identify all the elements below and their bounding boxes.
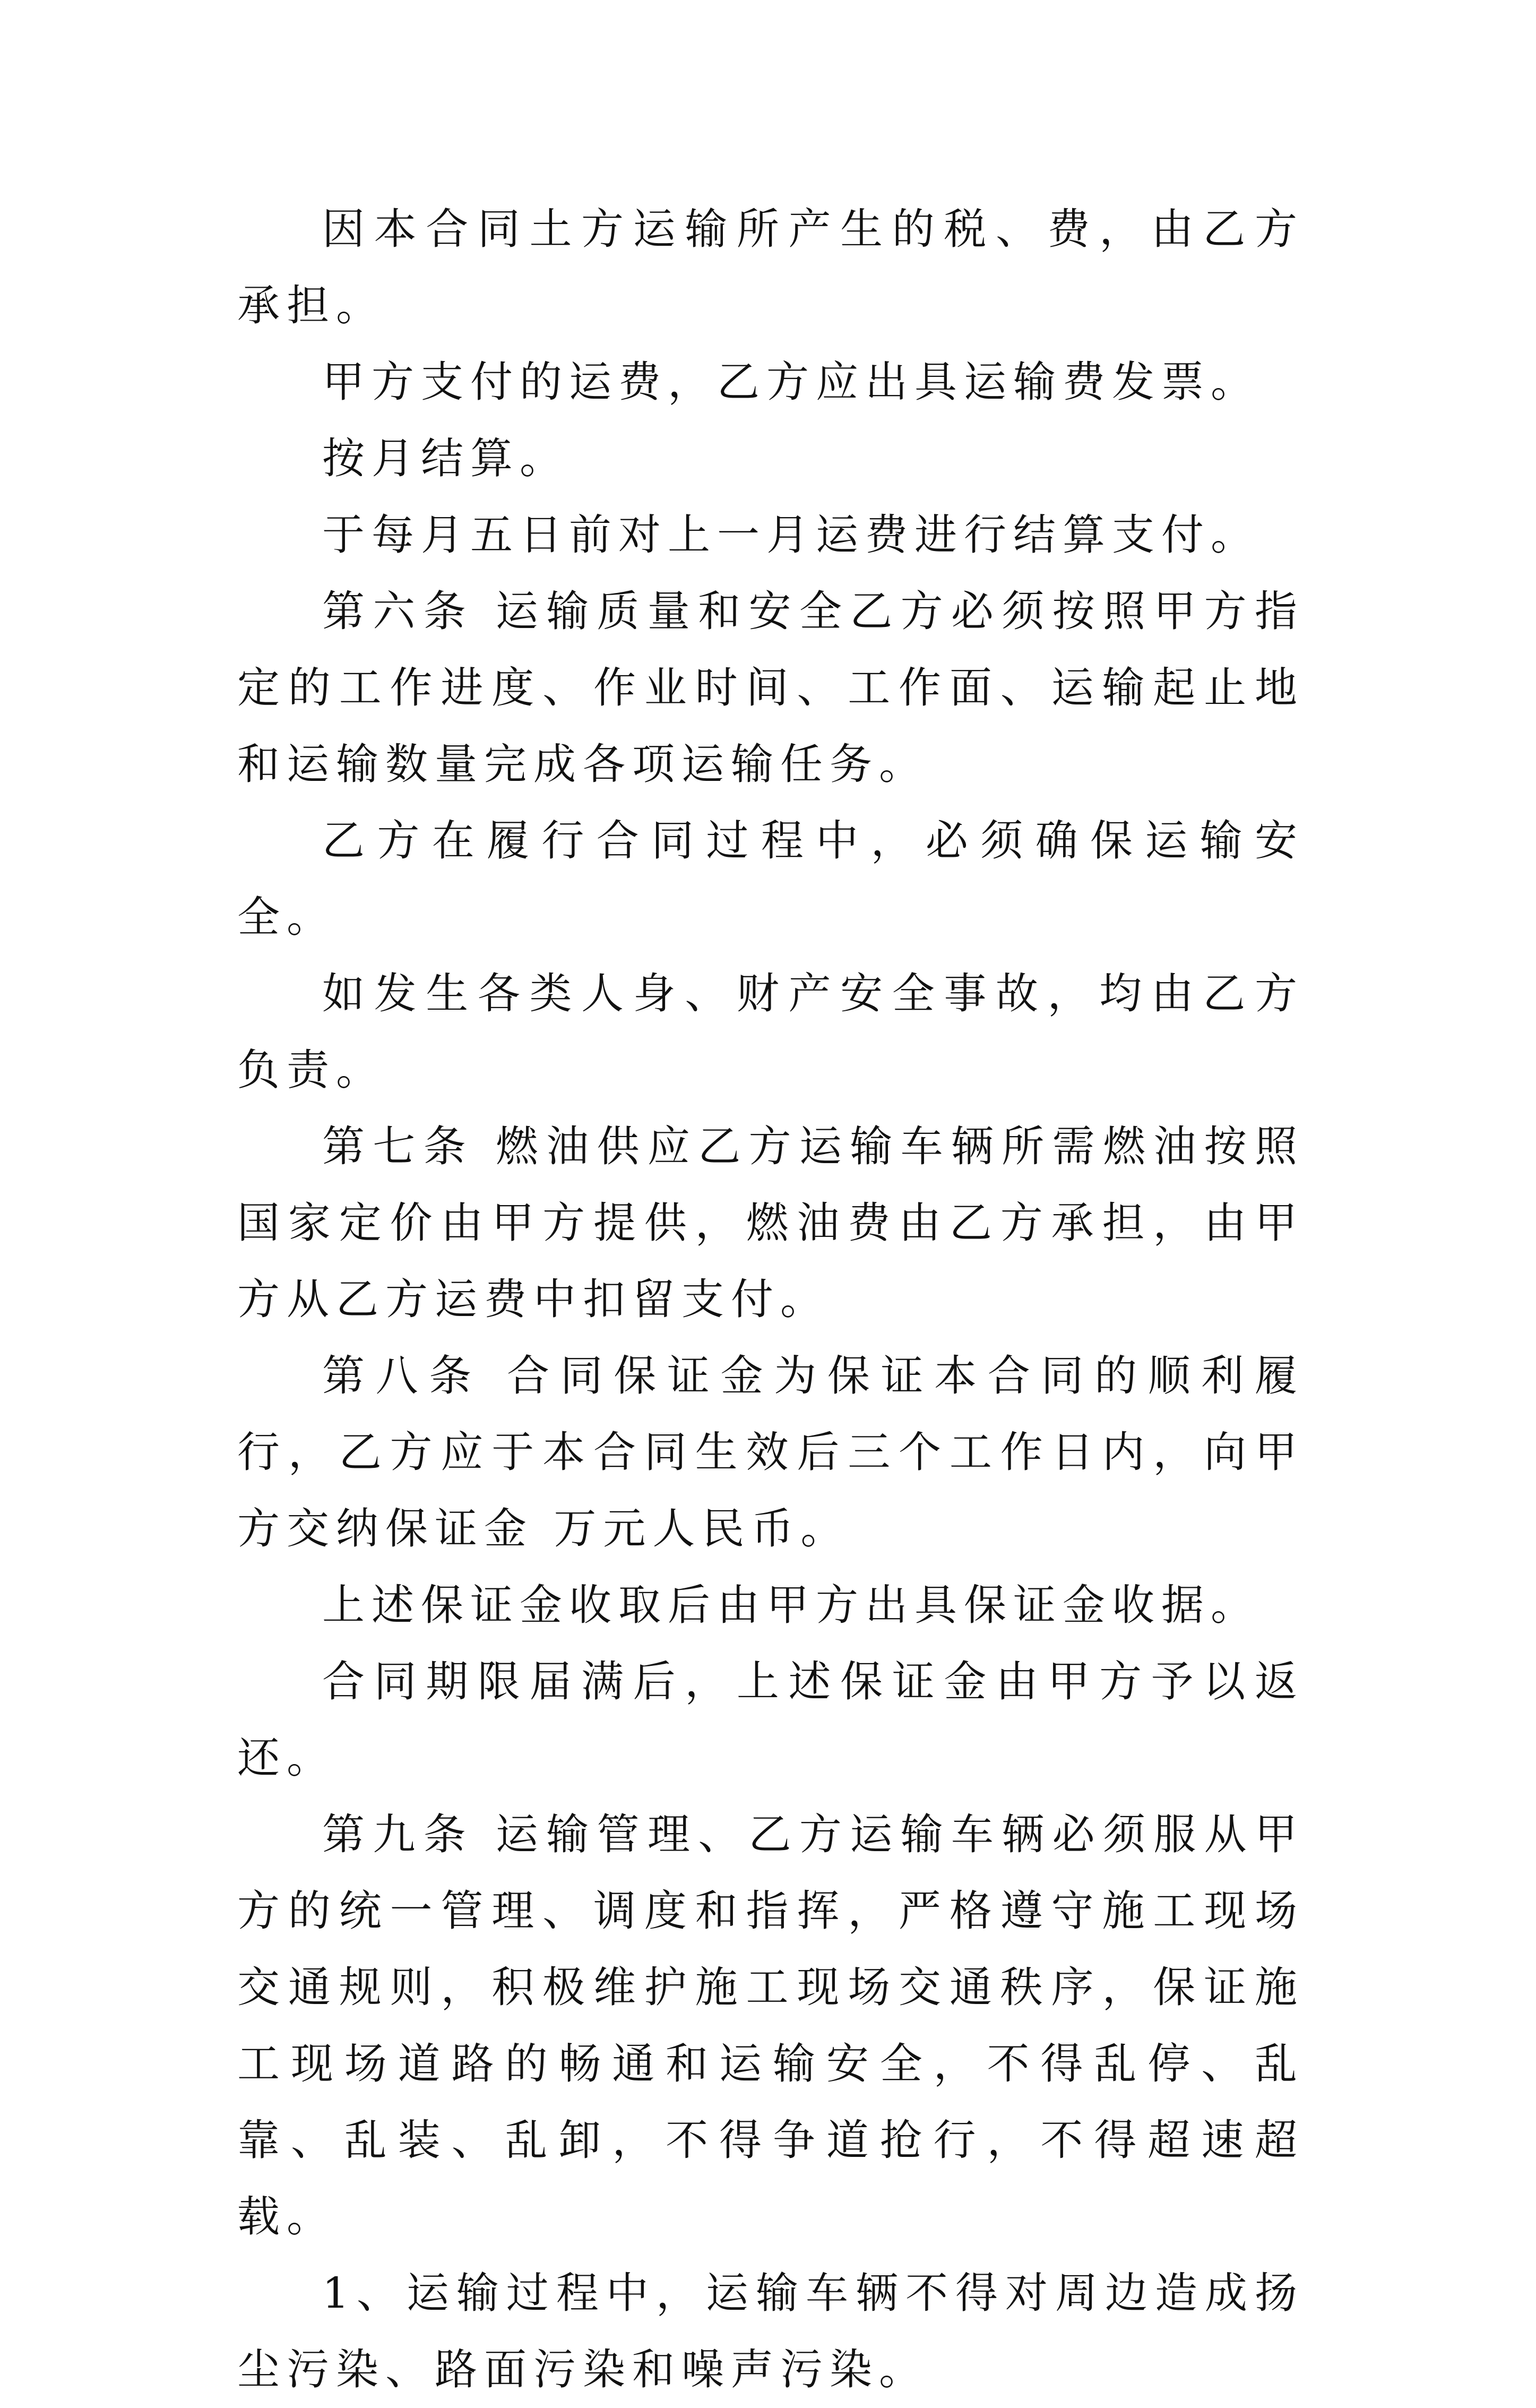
paragraph-deposit-return: 合同期限届满后，上述保证金由甲方予以返还。 (237, 1657, 1304, 1783)
paragraph-article-6: 第六条 运输质量和安全乙方必须按照甲方指定的工作进度、作业时间、工作面、运输起止地和运输数量完成各项运输任务。 (237, 587, 1304, 789)
paragraph-invoice: 甲方支付的运费，乙方应出具运输费发票。 (322, 357, 1260, 407)
paragraph-deposit-receipt: 上述保证金收取后由甲方出具保证金收据。 (322, 1580, 1260, 1630)
paragraph-transport-safety: 乙方在履行合同过程中，必须确保运输安全。 (237, 816, 1304, 942)
document-body (237, 191, 1304, 2408)
paragraph-tax-fees: 因本合同土方运输所产生的税、费，由乙方承担。 (237, 204, 1304, 330)
paragraph-monthly-settlement: 按月结算。 (322, 434, 569, 483)
paragraph-article-9: 第九条 运输管理、乙方运输车辆必须服从甲方的统一管理、调度和指挥，严格遵守施工现场交通规则，积极维护施工现场交通秩序，保证施工现场道路的畅通和运输安全，不得乱停、乱靠、乱装、乱卸，不得争道抢行，不得超速超载。 (237, 1810, 1304, 2241)
paragraph-accident-liability: 如发生各类人身、财产安全事故，均由乙方负责。 (237, 969, 1304, 1095)
paragraph-payment-date: 于每月五日前对上一月运费进行结算支付。 (322, 510, 1260, 560)
paragraph-pollution-rule: 1、运输过程中，运输车辆不得对周边造成扬尘污染、路面污染和噪声污染。 (237, 2268, 1304, 2394)
paragraph-article-7: 第七条 燃油供应乙方运输车辆所需燃油按照国家定价由甲方提供，燃油费由乙方承担，由甲方从乙方运费中扣留支付。 (237, 1122, 1304, 1324)
paragraph-article-8: 第八条 合同保证金为保证本合同的顺利履行，乙方应于本合同生效后三个工作日内，向甲方交纳保证金 万元人民币。 (237, 1351, 1304, 1553)
